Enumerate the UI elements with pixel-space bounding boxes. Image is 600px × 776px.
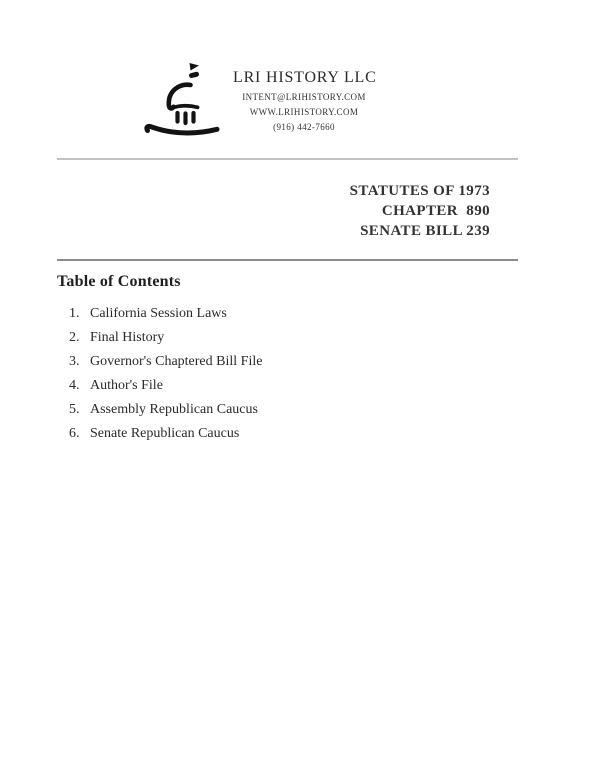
toc-item — [69, 378, 262, 393]
toc-item — [69, 306, 262, 321]
toc-item-label: California Session Laws — [90, 306, 227, 321]
statutes-year-line: STATUTES OF 1973 — [349, 183, 490, 199]
toc-item-label: Author's File — [90, 378, 163, 393]
company-website: WWW.LRIHISTORY.COM — [249, 107, 359, 117]
case-info-block — [350, 181, 490, 241]
toc-item — [69, 426, 262, 441]
toc-heading: Table of Contents — [57, 273, 181, 290]
company-name: LRI HISTORY LLC — [233, 69, 377, 86]
toc-item-number: 5. — [69, 402, 80, 417]
toc-item-label: Governor's Chaptered Bill File — [90, 354, 263, 369]
letterhead — [139, 60, 375, 142]
toc-item — [69, 354, 262, 369]
toc-item-number: 6. — [69, 426, 80, 441]
capitol-dome-logo-icon — [139, 60, 227, 142]
toc-item-label: Senate Republican Caucus — [90, 426, 240, 441]
company-phone: (916) 442-7660 — [273, 122, 335, 132]
senate-bill-line: SENATE BILL 239 — [360, 223, 490, 239]
chapter-line: CHAPTER 890 — [381, 203, 490, 219]
toc-item-number: 3. — [69, 354, 80, 369]
section-divider-line — [57, 259, 518, 261]
toc-list — [69, 306, 262, 450]
header-divider-line — [57, 158, 518, 160]
toc-item-number: 2. — [69, 330, 80, 345]
toc-item-label: Assembly Republican Caucus — [90, 402, 258, 417]
toc-item-number: 4. — [69, 378, 80, 393]
toc-item — [69, 402, 262, 417]
toc-item-number: 1. — [69, 306, 80, 321]
company-block — [233, 60, 375, 142]
company-email: INTENT@LRIHISTORY.COM — [242, 92, 366, 102]
toc-item — [69, 330, 262, 345]
toc-item-label: Final History — [90, 330, 165, 345]
